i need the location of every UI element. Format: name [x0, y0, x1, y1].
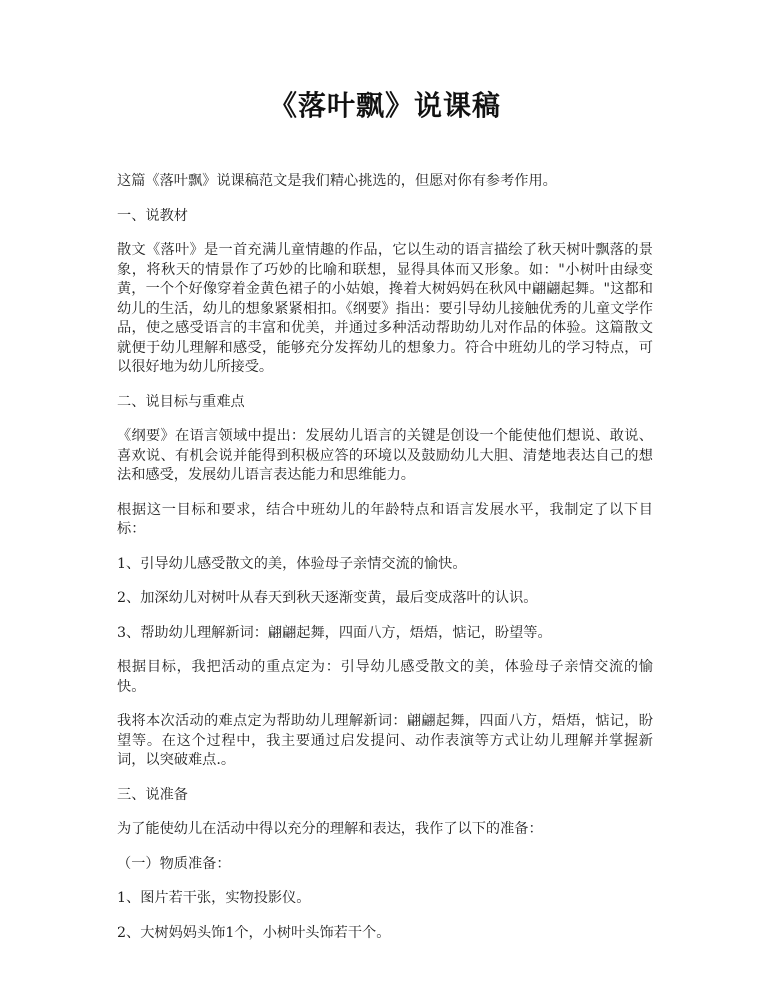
- body-paragraph: 《纲要》在语言领域中提出：发展幼儿语言的关键是创设一个能使他们想说、敢说、喜欢说、有机会说并能得到积极应答的环境以及鼓励幼儿大胆、清楚地表达自己的想法和感受，发展幼儿语言表达能力和思维能力。: [117, 428, 653, 483]
- body-paragraph: 为了能使幼儿在活动中得以充分的理解和表达，我作了以下的准备：: [117, 821, 543, 837]
- section-heading-teaching-material: 一、说教材: [117, 207, 188, 224]
- body-paragraph: 我将本次活动的难点定为帮助幼儿理解新词：翩翩起舞，四面八方，焐焐，惦记，盼望等。在这个过程中，我主要通过启发提问、动作表演等方式让幼儿理解并掌握新词，以突破难点.。: [117, 713, 653, 768]
- document-body: [117, 172, 653, 958]
- body-paragraph: 根据这一目标和要求，结合中班幼儿的年龄特点和语言发展水平，我制定了以下目标：: [117, 501, 653, 537]
- intro-paragraph: 这篇《落叶飘》说课稿范文是我们精心挑选的，但愿对你有参考作用。: [117, 173, 557, 189]
- goal-item: 3、帮助幼儿理解新词：翩翩起舞，四面八方，焐焐，惦记，盼望等。: [117, 624, 552, 641]
- goal-item: 1、引导幼儿感受散文的美，体验母子亲情交流的愉快。: [117, 555, 467, 572]
- prep-item: 2、大树妈妈头饰1个，小树叶头饰若干个。: [117, 924, 391, 941]
- document-title: 《落叶飘》说课稿: [268, 89, 501, 122]
- section-heading-preparation: 三、说准备: [117, 786, 188, 803]
- section-heading-goals: 二、说目标与重难点: [117, 393, 245, 410]
- body-paragraph: 根据目标，我把活动的重点定为：引导幼儿感受散文的美，体验母子亲情交流的愉快。: [117, 659, 653, 695]
- goal-item: 2、加深幼儿对树叶从春天到秋天逐渐变黄，最后变成落叶的认识。: [117, 590, 538, 606]
- body-paragraph: 散文《落叶》是一首充满儿童情趣的作品，它以生动的语言描绘了秋天树叶飘落的景象，将秋天的情景作了巧妙的比喻和联想，显得具体而又形象。如："小树叶由绿变黄，一个个好像穿着金黄色裙子的小姑娘，搀着大树妈妈在秋风中翩翩起舞。"这都和幼儿的生活，幼儿的想象紧紧相扣。《纲要》指出：要引导幼儿接触优秀的儿童文学作品，使之感受语言的丰富和优美，并通过多种活动帮助幼儿对作品的体验。这篇散文就便于幼儿理解和感受，能够充分发挥幼儿的想象力。符合中班幼儿的学习特点，可以很好地为幼儿所接受。: [117, 242, 653, 375]
- subsection-heading-material-prep: （一）物质准备：: [117, 855, 231, 872]
- prep-item: 1、图片若干张，实物投影仪。: [117, 890, 311, 906]
